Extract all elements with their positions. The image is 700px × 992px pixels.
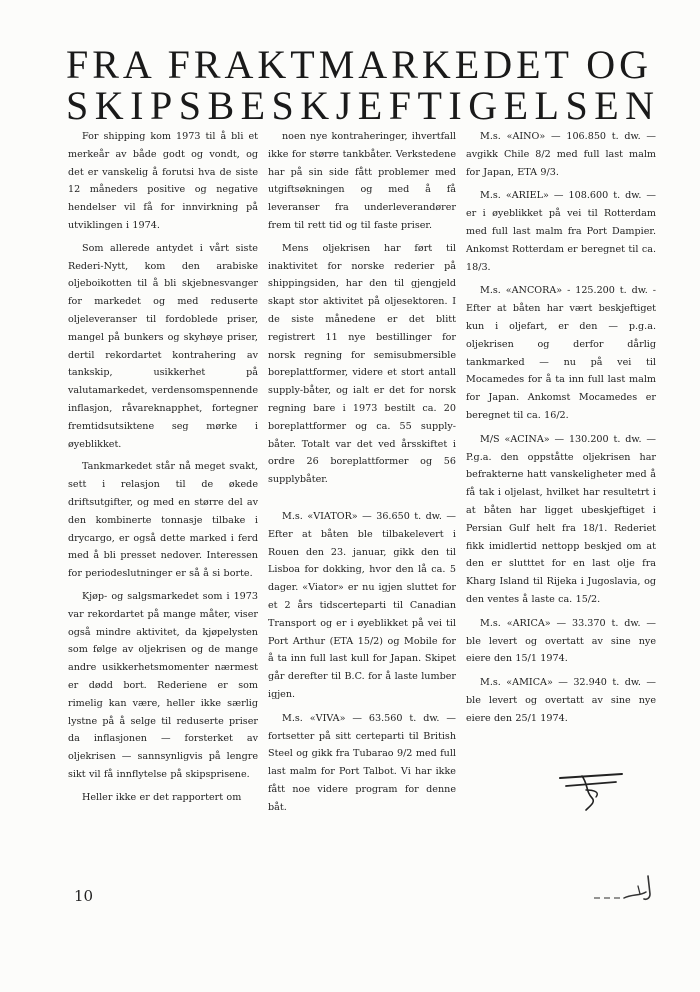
ship-entry-viva: M.s. «VIVA» — 63.560 t. dw. — fortsetter på sitt certeparti til British Steel og gikk fra Tubarao 9/2 med full last malm for Port Talbot. Vi har ikke fått noe videre program for denne båt. (268, 712, 456, 813)
ship-entry-ariel: M.s. «ARIEL» — 108.600 t. dw. — er i øyeblikket på vei til Rotterdam med full last malm fra Port Dampier. Ankomst Rotterdam er beregnet til ca. 18/3. (466, 190, 656, 273)
paragraph: Mens oljekrisen har ført til inaktivitet for norske rederier på shippingsiden, har den til gjengjeld skapt stor aktivitet på oljesektoren. I de siste månedene er det blitt registrert 11 nye bestillinger for norsk regning for semisubmersible boreplattformer, videre et stort antall supply-båter, og ialt er det for norsk regning bare i 1973 bestilt ca. 20 boreplattformer og ca. 55 supply-båter. Totalt var det ved årsskiftet i ordre 26 boreplattformer og 56 supplybåter. (268, 242, 456, 486)
corner-mark-icon (592, 872, 656, 902)
paragraph: Heller ikke er det rapportert om (82, 791, 242, 803)
ship-entry-amica: M.s. «AMICA» — 32.940 t. dw. — ble levert og overtatt av sine nye eiere den 25/1 1974. (466, 677, 656, 724)
paragraph: noen nye kontraheringer, ihvertfall ikke for større tankbåter. Verkstedene har på sin side fått problemer med utgiftsøkningen og med å få leveranser fra underleverandører frem til rett tid og til faste priser. (268, 131, 456, 231)
paragraph: Kjøp- og salgsmarkedet som i 1973 var rekordartet på mange måter, viser også mindre aktivitet, da kjøpelysten som følge av oljekrisen og de mange andre usikkerhetsmomenter nærmest er dødd bort. Rederiene er som rimelig kan være, heller ikke særlig lystne på å selge til reduserte priser da inflasjonen — forsterket av oljekrisen — sannsynligvis på lengre sikt vil få innflytelse på skipsprisene. (68, 590, 258, 780)
ship-entry-ancora: M.s. «ANCORA» - 125.200 t. dw. - Efter at båten har vært beskjeftiget kun i oljefart, er den — p.g.a. oljekrisen og derfor dårlig tankmarked — nu på vei til Mocamedes for å ta inn full last malm for Japan. Ankomst Mocamedes er beregnet til ca. 16/2. (466, 285, 656, 421)
column-1 (68, 128, 258, 811)
ship-entry-viator: M.s. «VIATOR» — 36.650 t. dw. — Efter at båten ble tilbakelevert i Rouen den 23. januar, gikk den til Lisboa for dokking, hvor den lå ca. 5 dager. «Viator» er nu igjen sluttet for et 2 års tidscerteparti til Canadian Transport og er i øyeblikket på vei til Port Arthur (ETA 15/2) og Mobile for å ta inn full last kull for Japan. Skipet går derefter til B.C. for å laste lumber igjen. (268, 510, 456, 700)
paragraph: Som allerede antydet i vårt siste Rederi-Nytt, kom den arabiske oljeboikotten til å bli skjebnesvanger for markedet og med reduserte oljeleveranser til fordoblede priser, mangel på bunkers og skyhøye priser, dertil rekordartet kontrahering av tankskip, usikkerhet på valutamarkedet, verdensomspennende inflasjon, råvareknapphet, fortegner fremtidsutsiktene seg mørke i øyeblikket. (68, 242, 258, 450)
ship-entry-acina: M/S «ACINA» — 130.200 t. dw. — P.g.a. den oppståtte oljekrisen har befrakterne hatt vanskeligheter med å få tak i oljelast, hvilket har resultetrt i at båten har ligget ubeskjeftiget i Persian Gulf helt fra 18/1. Rederiet fikk imidlertid nettopp beskjed om at den er slutttet for en last olje fra Kharg Island til Rijeka i Jugoslavia, og den ventes å laste ca. 15/2. (466, 433, 656, 605)
column-3 (466, 128, 656, 734)
article-title (66, 42, 661, 128)
ship-entry-arica: M.s. «ARICA» — 33.370 t. dw. — ble levert og overtatt av sine nye eiere den 15/1 1974. (466, 617, 656, 665)
paragraph: For shipping kom 1973 til å bli et merkeår av både godt og vondt, og det er vanskelig å forutsi hva de siste 12 måneders positive og negative hendelser vil få for innvirkning på utviklingen i 1974. (68, 131, 258, 231)
column-2 (268, 128, 456, 822)
page-number: 10 (74, 887, 94, 905)
section-spacer (268, 494, 456, 508)
ship-entry-aino: M.s. «AINO» — 106.850 t. dw. — avgikk Chile 8/2 med full last malm for Japan, ETA 9/3. (466, 131, 656, 178)
title-line-2: SKIPSBESKJEFTIGELSEN (66, 83, 661, 128)
title-line-1: FRA FRAKTMARKEDET OG (66, 42, 652, 87)
paragraph: Tankmarkedet står nå meget svakt, sett i relasjon til de økede driftsutgifter, og med en større del av den kombinerte tonnasje tilbake i drycargo, er også dette marked i ferd med å bli presset nedover. Interessen for periodeslutninger er så å si borte. (68, 461, 258, 580)
signature-icon (556, 770, 626, 812)
